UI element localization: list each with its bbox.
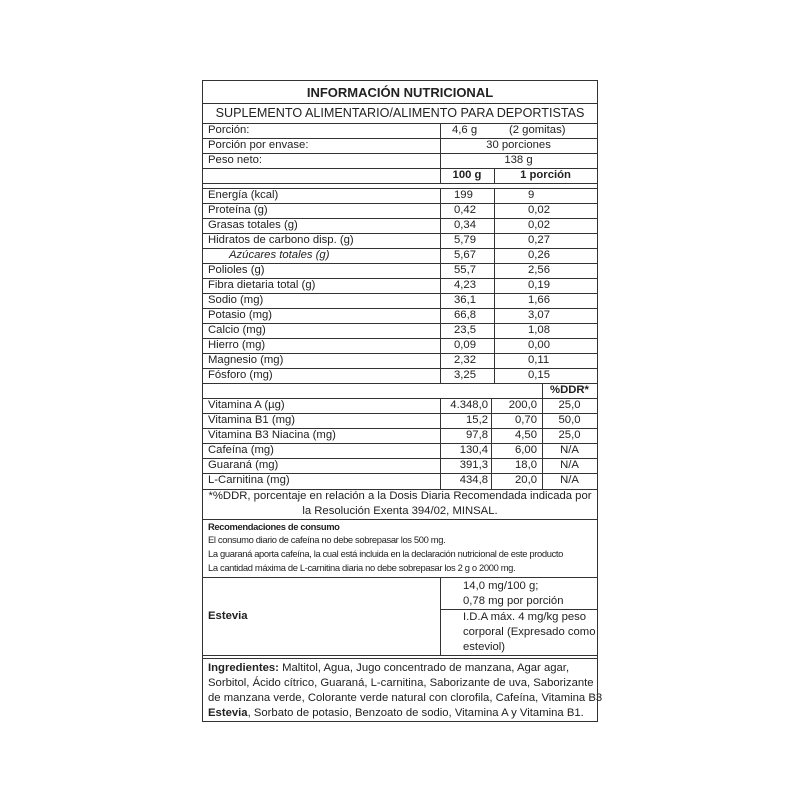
vitamin-name: Cafeína (mg) (208, 444, 274, 456)
column-rule (440, 577, 441, 655)
recommendation-text: La guaraná aporta cafeína, la cual está incluida en la declaración nutricional de este producto (208, 548, 564, 559)
label-title: INFORMACIÓN NUTRICIONAL (306, 85, 494, 100)
vitamin-name: Vitamina B3 Niacina (mg) (208, 429, 336, 441)
col-header-serving: 1 porción (520, 169, 571, 181)
nutrient-name: Potasio (mg) (208, 309, 273, 321)
nutrient-per-100g: 0,34 (454, 219, 476, 231)
servings-per-pack-label: Porción por envase: (208, 139, 309, 151)
nutrient-per-serving: 3,07 (528, 309, 550, 321)
stevia-amount-line: 0,78 mg por porción (463, 595, 564, 607)
vitamin-name: Vitamina B1 (mg) (208, 414, 296, 426)
recommendation-text: La cantidad máxima de L-carnitina diaria no debe sobrepasar los 2 g o 2000 mg. (208, 562, 516, 573)
column-rule (494, 168, 495, 183)
nutrient-per-100g: 4,23 (454, 279, 476, 291)
vitamin-per-100g: 391,3 (459, 459, 488, 471)
nutrient-per-serving: 0,26 (528, 249, 550, 261)
vitamin-per-100g: 97,8 (466, 429, 488, 441)
nutrient-per-100g: 0,09 (454, 339, 476, 351)
ddr-note-line: la Resolución Exenta 394/02, MINSAL. (302, 505, 498, 517)
nutrient-per-serving: 1,66 (528, 294, 550, 306)
nutrient-per-100g: 66,8 (454, 309, 476, 321)
nutrient-name: Hierro (mg) (208, 339, 266, 351)
subtitle-row (203, 104, 597, 123)
divider (203, 183, 597, 184)
vitamin-per-serving: 0,70 (515, 414, 537, 426)
nutrient-per-serving: 0,27 (528, 234, 550, 246)
ingredients-text: , Sorbato de potasio, Benzoato de sodio, Vitamina A y Vitamina B1. (247, 707, 584, 719)
vitamin-per-serving: 4,50 (515, 429, 537, 441)
serving-units: (2 gomitas) (509, 124, 566, 136)
vitamin-per-serving: 20,0 (515, 474, 537, 486)
nutrient-per-serving: 1,08 (528, 324, 550, 336)
nutrient-per-100g: 3,25 (454, 369, 476, 381)
nutrient-per-serving: 0,19 (528, 279, 550, 291)
stevia-amount-line: 14,0 mg/100 g; (463, 580, 539, 592)
nutrient-name: Magnesio (mg) (208, 354, 284, 366)
col-header-100g: 100 g (452, 169, 482, 181)
nutrient-per-100g: 199 (454, 189, 473, 201)
nutrient-name: Sodio (mg) (208, 294, 264, 306)
vitamin-per-100g: 4.348,0 (450, 399, 488, 411)
nutrient-per-serving: 0,02 (528, 219, 550, 231)
divider (203, 383, 597, 384)
nutrient-name: Grasas totales (g) (208, 219, 298, 231)
nutrient-per-100g: 23,5 (454, 324, 476, 336)
nutrient-per-serving: 0,00 (528, 339, 550, 351)
vitamin-ddr: N/A (560, 459, 579, 471)
divider (203, 577, 597, 578)
vitamin-ddr: 50,0 (558, 414, 581, 426)
net-weight-label: Peso neto: (208, 154, 263, 166)
nutrient-per-100g: 5,79 (454, 234, 476, 246)
nutrient-name: Fósforo (mg) (208, 369, 273, 381)
nutrient-name: Energía (kcal) (208, 189, 279, 201)
servings-per-pack-value: 30 porciones (486, 139, 551, 151)
ingredients-text: de manzana verde, Colorante verde natural con clorofila, Cafeína, Vitamina B3 (208, 692, 603, 704)
ddr-note-line: *%DDR, porcentaje en relación a la Dosis Diaria Recomendada indicada por (208, 490, 592, 502)
ingredients-label: Ingredientes: (208, 662, 279, 674)
nutrient-per-serving: 0,02 (528, 204, 550, 216)
nutrient-per-100g: 36,1 (454, 294, 476, 306)
stevia-ida-line: corporal (Expresado como (463, 626, 596, 638)
divider (203, 655, 597, 656)
vitamin-ddr: 25,0 (558, 429, 581, 441)
vitamin-ddr: N/A (560, 444, 579, 456)
vitamin-per-serving: 18,0 (515, 459, 537, 471)
nutrient-per-serving: 0,11 (528, 354, 550, 366)
vitamin-name: Guaraná (mg) (208, 459, 279, 471)
stevia-ida-line: I.D.A máx. 4 mg/kg peso (463, 611, 587, 623)
nutrition-facts-label (202, 80, 603, 722)
ingredients-text: Maltitol, Agua, Jugo concentrado de manzana, Agar agar, (278, 662, 570, 674)
vitamin-per-100g: 130,4 (459, 444, 488, 456)
column-rule (440, 123, 441, 183)
nutrient-name: Calcio (mg) (208, 324, 266, 336)
serving-label: Porción: (208, 124, 250, 136)
vitamin-name: L-Carnitina (mg) (208, 474, 290, 486)
title-row (203, 83, 597, 103)
label-subtitle: SUPLEMENTO ALIMENTARIO/ALIMENTO PARA DEPORTISTAS (215, 106, 585, 120)
nutrient-per-100g: 55,7 (454, 264, 476, 276)
nutrient-name: Polioles (g) (208, 264, 265, 276)
nutrient-name: Proteína (g) (208, 204, 268, 216)
recommendation-text: El consumo diario de cafeína no debe sobrepasar los 500 mg. (208, 534, 446, 545)
nutrient-name: Fibra dietaria total (g) (208, 279, 316, 291)
ddr-header: %DDR* (550, 384, 589, 396)
divider (203, 658, 597, 659)
nutrient-per-serving: 9 (528, 189, 535, 201)
ingredients-stevia: Estevia (208, 707, 248, 719)
serving-amount: 4,6 g (452, 124, 478, 136)
recommendations-title: Recomendaciones de consumo (208, 521, 340, 532)
nutrient-per-100g: 2,32 (454, 354, 476, 366)
nutrient-per-serving: 0,15 (528, 369, 550, 381)
stevia-label: Estevia (208, 610, 248, 622)
vitamin-name: Vitamina A (µg) (208, 399, 285, 411)
nutrient-per-100g: 0,42 (454, 204, 476, 216)
column-rule (542, 383, 543, 398)
ingredients-text: Sorbitol, Ácido cítrico, Guaraná, L-carnitina, Saborizante de uva, Saborizante (208, 677, 594, 689)
vitamin-ddr: N/A (560, 474, 579, 486)
vitamin-ddr: 25,0 (558, 399, 581, 411)
vitamin-per-100g: 15,2 (466, 414, 488, 426)
vitamin-per-100g: 434,8 (459, 474, 488, 486)
nutrient-per-100g: 5,67 (454, 249, 476, 261)
nutrient-name: Hidratos de carbono disp. (g) (208, 234, 354, 246)
stevia-ida-line: esteviol) (463, 641, 506, 653)
vitamin-per-serving: 200,0 (508, 399, 537, 411)
nutrient-name: Azúcares totales (g) (229, 249, 330, 261)
net-weight-value: 138 g (504, 154, 533, 166)
nutrient-per-serving: 2,56 (528, 264, 550, 276)
vitamin-per-serving: 6,00 (515, 444, 537, 456)
